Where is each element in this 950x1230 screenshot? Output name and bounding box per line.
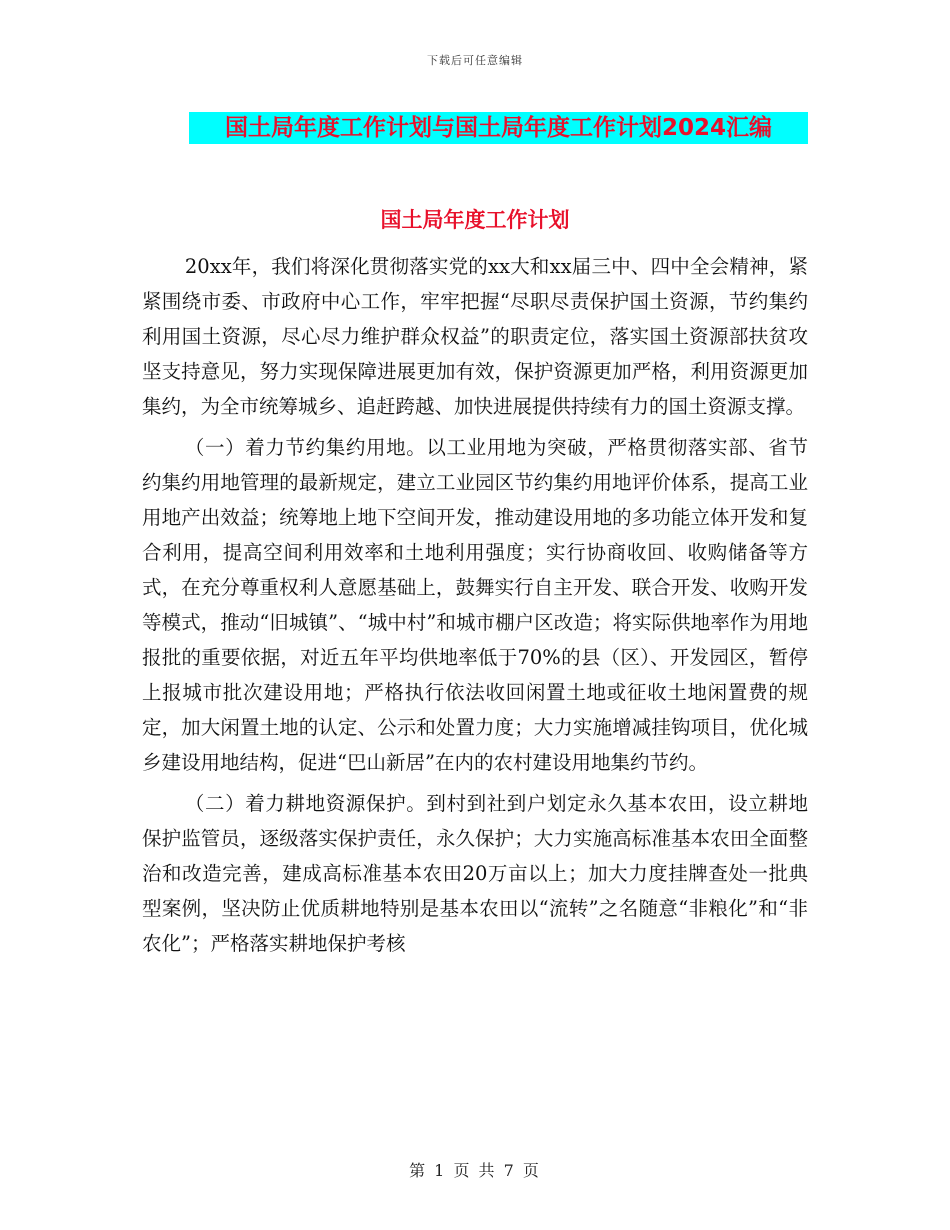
header-note: 下载后可任意编辑 bbox=[427, 54, 523, 67]
paragraph-intro: 20xx年，我们将深化贯彻落实党的xx大和xx届三中、四中全会精神，紧紧围绕市委、市政府中心工作，牢牢把握“尽职尽责保护国土资源，节约集约利用国土资源，尽心尽力维护群众权益”的职责定位，落实国土资源部扶贫攻坚支持意见，努力实现保障进展更加有效，保护资源更加严格，利用资源更加集约，为全市统筹城乡、追赶跨越、加快进展提供持续有力的国土资源支撑。 bbox=[142, 255, 808, 418]
document-main-title: 国土局年度工作计划与国土局年度工作计划2024汇编 bbox=[189, 112, 808, 144]
page-number: 第 1 页 共 7 页 bbox=[409, 1161, 541, 1180]
document-body bbox=[142, 249, 808, 967]
paragraph-farmland-protection: （二）着力耕地资源保护。到村到社到户划定永久基本农田，设立耕地保护监管员，逐级落实保护责任，永久保护；大力实施高标准基本农田全面整治和改造完善，建成高标准基本农田20万亩以上；加大力度挂牌查处一批典型案例，坚决防止优质耕地特别是基本农田以“流转”之名随意“非粮化”和“非农化”；严格落实耕地保护考核 bbox=[142, 792, 808, 955]
paragraph-land-use: （一）着力节约集约用地。以工业用地为突破，严格贯彻落实部、省节约集约用地管理的最新规定，建立工业园区节约集约用地评价体系，提高工业用地产出效益；统筹地上地下空间开发，推动建设用地的多功能立体开发和复合利用，提高空间利用效率和土地利用强度；实行协商收回、收购储备等方式，在充分尊重权利人意愿基础上，鼓舞实行自主开发、联合开发、收购开发等模式，推动“旧城镇”、“城中村”和城市棚户区改造；将实际供地率作为用地报批的重要依据，对近五年平均供地率低于70%的县（区）、开发园区，暂停上报城市批次建设用地；严格执行依法收回闲置土地或征收土地闲置费的规定，加大闲置土地的认定、公示和处置力度；大力实施增减挂钩项目，优化城乡建设用地结构，促进“巴山新居”在内的农村建设用地集约节约。 bbox=[142, 436, 808, 774]
section-title: 国土局年度工作计划 bbox=[380, 208, 570, 232]
